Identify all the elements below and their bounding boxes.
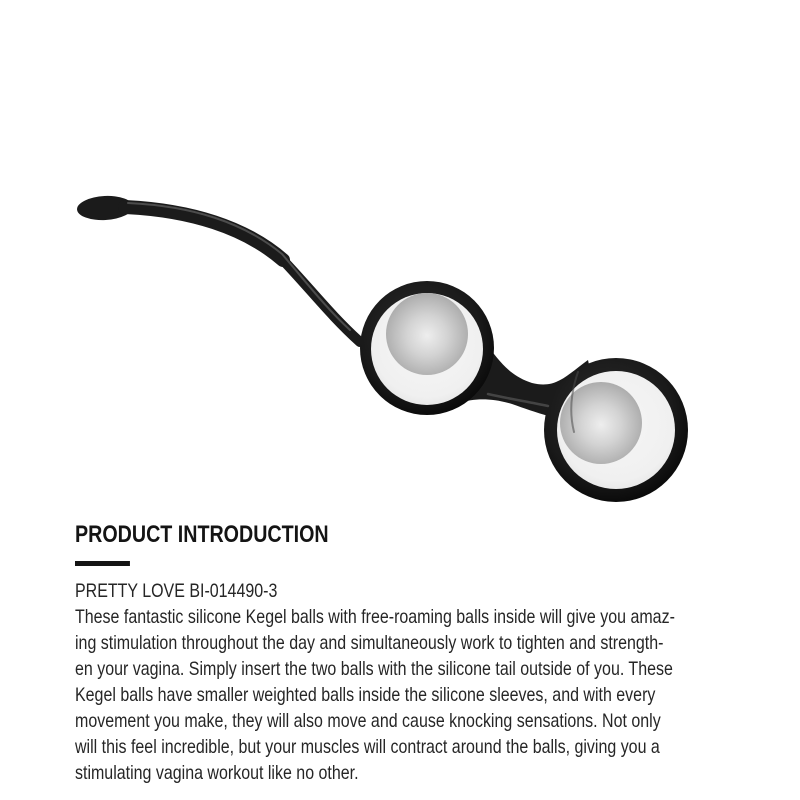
description-line: stimulating vagina workout like no other. <box>75 762 359 784</box>
ball-left <box>360 281 494 415</box>
description-line: en your vagina. Simply insert the two balls with the silicone tail outside of you. These <box>75 658 673 680</box>
title-underline <box>75 561 130 566</box>
product-model: PRETTY LOVE BI-014490-3 <box>75 580 278 602</box>
product-introduction-section <box>75 522 675 786</box>
section-title: PRODUCT INTRODUCTION <box>75 521 329 548</box>
description-line: ing stimulation throughout the day and simultaneously work to tighten and strength- <box>75 632 664 654</box>
description-line: will this feel incredible, but your muscles will contract around the balls, giving you a <box>75 736 660 758</box>
description-line: Kegel balls have smaller weighted balls inside the silicone sleeves, and with every <box>75 684 656 706</box>
product-description <box>75 604 675 786</box>
description-line: These fantastic silicone Kegel balls with free-roaming balls inside will give you amaz- <box>75 606 675 628</box>
tail-shape <box>76 195 360 342</box>
ball-right <box>544 358 688 502</box>
description-line: movement you make, they will also move and cause knocking sensations. Not only <box>75 710 661 732</box>
